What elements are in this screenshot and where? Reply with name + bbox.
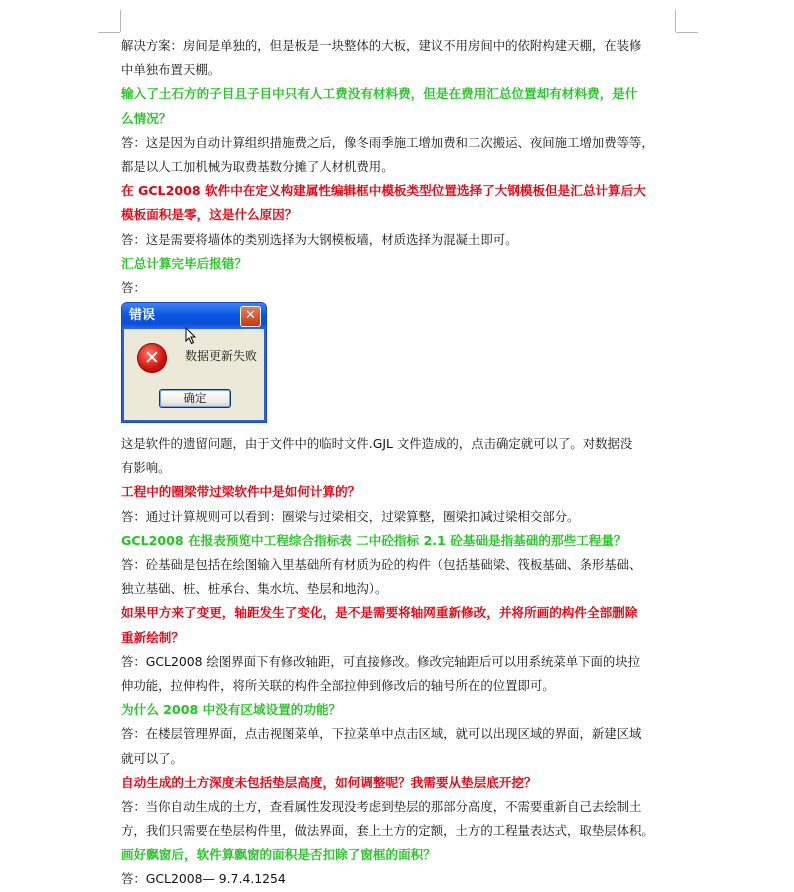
question-heading-line: GCL2008 在报表预览中工程综合指标表 二中砼指标 2.1 砼基础是指基础的那些工程量？ (121, 532, 627, 548)
answer-text-line: 伸功能，拉伸构件，将所关联的构件全部拉伸到修改后的轴号所在的位置即可。 (121, 677, 555, 693)
dialog-title: 错误 (129, 308, 156, 324)
question-heading-line: 模板面积是零，这是什么原因？ (121, 207, 298, 223)
crop-mark-top-right-horizontal (676, 32, 698, 33)
close-icon[interactable]: ✕ (240, 306, 261, 327)
dialog-title-bar (122, 303, 266, 329)
question-heading-line: 么情况？ (121, 110, 172, 126)
answer-text-line: 答：这是因为自动计算组织措施费之后，像冬雨季施工增加费和二次搬运、夜间施工增加费等等， (121, 134, 654, 150)
ok-button[interactable]: 确定 (159, 389, 231, 408)
mouse-cursor-icon (185, 327, 197, 345)
question-heading-line: 汇总计算完毕后报错？ (121, 255, 247, 271)
answer-text-line: 解决方案：房间是单独的，但是板是一块整体的大板，建议不用房间中的依附构建天棚，在装修 (121, 38, 642, 53)
answer-text-line: 答：通过计算规则可以看到：圈梁与过梁相交，过梁算整，圈梁扣减过梁相交部分。 (121, 508, 580, 524)
answer-text-line: 答： (121, 279, 146, 295)
dialog-message: 数据更新失败 (185, 349, 258, 364)
error-dialog-figure (121, 300, 677, 432)
question-heading-line: 为什么 2008 中没有区域设置的功能？ (121, 702, 342, 718)
answer-text-line: 都是以人工加机械为取费基数分摊了人材机费用。 (121, 158, 394, 174)
error-dialog (121, 302, 267, 423)
question-heading-line: 自动生成的土方深度未包括垫层高度，如何调整呢？我需要从垫层底开挖？ (121, 774, 537, 790)
question-heading-line: 重新绘制？ (121, 629, 184, 645)
answer-text-line: 中单独布置天棚。 (121, 62, 221, 78)
answer-text-line: 这是软件的遗留问题，由于文件中的临时文件.GJL 文件造成的，点击确定就可以了。对数据没 (121, 436, 633, 452)
crop-mark-top-left-horizontal (98, 32, 120, 33)
question-heading-line: 输入了土石方的子目且子目中只有人工费没有材料费，但是在费用汇总位置却有材料费，是什 (121, 86, 638, 102)
question-heading-line: 如果甲方来了变更，轴距发生了变化，是不是需要将轴网重新修改，并将所画的构件全部删除 (121, 605, 638, 621)
answer-text-line: 答：当你自动生成的土方，查看属性发现没考虑到垫层的那部分高度，不需要重新自己去绘制土 (121, 798, 642, 814)
question-heading-line: 工程中的圈梁带过梁软件中是如何计算的？ (121, 484, 361, 500)
error-icon: ✕ (137, 343, 167, 373)
answer-text-line: 方，我们只需要在垫层构件里，做法界面，套上土方的定额，土方的工程量表达式，取垫层体积。 (121, 823, 654, 839)
crop-mark-top-left-vertical (120, 10, 121, 32)
question-heading-line: 画好飘窗后，软件算飘窗的面积是否扣除了窗框的面积？ (121, 847, 436, 863)
answer-text-line: 答：GCL2008 绘图界面下有修改轴距，可直接修改。修改完轴距后可以用系统菜单下面的块拉 (121, 653, 641, 669)
crop-mark-top-right-vertical (675, 10, 676, 32)
answer-text-line: 答：GCL2008— 9.7.4.1254 (121, 871, 286, 887)
text-block-upper (121, 34, 677, 300)
answer-text-line: 有影响。 (121, 460, 171, 476)
answer-text-line: 独立基础、桩、桩承台、集水坑、垫层和地沟）。 (121, 581, 388, 597)
answer-text-line: 就可以了。 (121, 750, 183, 766)
text-block-lower (121, 432, 677, 892)
question-heading-line: 在 GCL2008 软件中在定义构建属性编辑框中模板类型位置选择了大钢模板但是汇总计算后大 (121, 183, 646, 199)
answer-text-line: 答：砼基础是包括在绘图输入里基础所有材质为砼的构件（包括基础梁、筏板基础、条形基础、 (121, 557, 642, 572)
answer-text-line: 答：在楼层管理界面，点击视图菜单，下拉菜单中点击区域，就可以出现区域的界面，新建区域 (121, 726, 642, 742)
answer-text-line: 答：这是需要将墙体的类别选择为大钢模板墙，材质选择为混凝土即可。 (121, 231, 518, 247)
document-page (121, 34, 677, 892)
